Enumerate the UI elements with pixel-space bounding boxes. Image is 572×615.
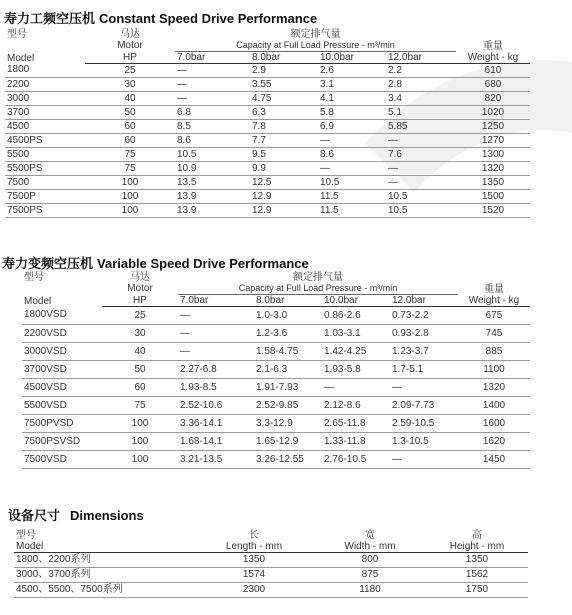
variable-cell: 1.42-4.25 <box>322 343 390 361</box>
variable-cell: 1600 <box>458 415 530 433</box>
variable-cell: 1450 <box>458 451 530 469</box>
constant-motor-header-cn: 马达 <box>120 29 140 40</box>
dimensions-cell: 4500、5500、7500系列 <box>14 583 194 598</box>
constant-pressure-12: 12.0bar <box>386 52 456 64</box>
constant-cell: 4.75 <box>250 92 318 106</box>
constant-cell: 75 <box>85 148 175 162</box>
constant-cell: — <box>175 92 250 106</box>
constant-cell: 3700 <box>5 106 85 120</box>
constant-cell: 10.5 <box>175 148 250 162</box>
constant-cell: 1520 <box>456 204 530 218</box>
variable-cell: 1.2-3.6 <box>254 325 322 343</box>
constant-pressure-8: 8.0bar <box>250 52 318 64</box>
constant-model-header-cn: 型号 <box>7 29 27 40</box>
variable-cell: 0.86-2.6 <box>322 307 390 325</box>
variable-cell: 4500VSD <box>22 379 102 397</box>
constant-cell: 5500PS <box>5 162 85 176</box>
constant-cell: 12.9 <box>250 190 318 204</box>
constant-model-header-en: Model <box>7 52 35 64</box>
constant-cell: 8.5 <box>175 120 250 134</box>
variable-weight-header-en: Weight - kg <box>458 295 530 307</box>
variable-cell: 3.21-13.5 <box>178 451 254 469</box>
variable-table-row <box>22 451 530 469</box>
variable-cell: 2.76-10.5 <box>322 451 390 469</box>
constant-capacity-header-en: Capacity at Full Load Pressure - m³/min <box>175 40 456 52</box>
constant-motor-unit: HP <box>85 52 175 64</box>
constant-cell: 30 <box>85 78 175 92</box>
variable-cell: 100 <box>102 433 178 451</box>
variable-motor-unit: HP <box>102 295 178 307</box>
dimensions-height-header-en: Height - mm <box>426 541 528 553</box>
variable-cell: 1.93-8.5 <box>178 379 254 397</box>
constant-cell: 40 <box>85 92 175 106</box>
variable-table-row <box>22 433 530 451</box>
constant-pressure-7: 7.0bar <box>175 52 250 64</box>
variable-capacity-header-cn: 额定排气量 <box>293 272 343 283</box>
constant-cell: 75 <box>85 162 175 176</box>
constant-pressure-10: 10.0bar <box>318 52 386 64</box>
variable-speed-section <box>0 253 572 469</box>
variable-motor-header-cn: 马达 <box>130 272 150 283</box>
constant-cell: — <box>175 78 250 92</box>
variable-table-row <box>22 361 530 379</box>
variable-cell: 40 <box>102 343 178 361</box>
constant-cell: 3.1 <box>318 78 386 92</box>
variable-cell: 100 <box>102 451 178 469</box>
constant-cell: 5500 <box>5 148 85 162</box>
constant-table-row <box>5 148 530 162</box>
variable-cell: 50 <box>102 361 178 379</box>
dimensions-table-row <box>14 553 528 568</box>
constant-cell: 8.6 <box>175 134 250 148</box>
constant-cell: — <box>318 134 386 148</box>
variable-table-body <box>22 307 530 469</box>
dimensions-width-header-cn: 宽 <box>365 530 375 541</box>
variable-cell: 7500VSD <box>22 451 102 469</box>
dimensions-title-cn: 设备尺寸 <box>8 509 61 524</box>
dimensions-cell: 2300 <box>194 583 314 598</box>
dimensions-cell: 1180 <box>314 583 426 598</box>
variable-cell: 5500VSD <box>22 397 102 415</box>
constant-cell: 820 <box>456 92 530 106</box>
variable-cell: 2200VSD <box>22 325 102 343</box>
constant-cell: 13.9 <box>175 204 250 218</box>
variable-weight-header-cn: 重量 <box>484 283 504 295</box>
constant-cell: 1020 <box>456 106 530 120</box>
constant-cell: 9.5 <box>250 148 318 162</box>
variable-cell: 1400 <box>458 397 530 415</box>
variable-cell: — <box>390 451 458 469</box>
constant-cell: 9.9 <box>250 162 318 176</box>
variable-cell: 2.12-8.6 <box>322 397 390 415</box>
constant-cell: 12.9 <box>250 204 318 218</box>
constant-cell: 6.9 <box>318 120 386 134</box>
variable-cell: 3000VSD <box>22 343 102 361</box>
dimensions-model-header-cn: 型号 <box>16 530 36 541</box>
constant-cell: 7500 <box>5 176 85 190</box>
variable-cell: 1.33-11.8 <box>322 433 390 451</box>
constant-table-row <box>5 134 530 148</box>
constant-cell: 680 <box>456 78 530 92</box>
variable-cell: 1620 <box>458 433 530 451</box>
variable-cell: 1100 <box>458 361 530 379</box>
dimensions-length-header-en: Length - mm <box>194 541 314 553</box>
dimensions-cell: 1574 <box>194 568 314 583</box>
constant-cell: — <box>386 134 456 148</box>
constant-table-row <box>5 64 530 78</box>
dimensions-cell: 800 <box>314 553 426 568</box>
dimensions-cell: 1350 <box>194 553 314 568</box>
variable-speed-title <box>0 253 572 272</box>
dimensions-title-en: Dimensions <box>70 508 144 523</box>
variable-cell: 1800VSD <box>22 307 102 325</box>
variable-model-header-cn: 型号 <box>24 272 44 283</box>
constant-cell: 3.55 <box>250 78 318 92</box>
constant-capacity-header-cn: 额定排气量 <box>290 29 341 40</box>
variable-cell: 75 <box>102 397 178 415</box>
constant-cell: 7.7 <box>250 134 318 148</box>
variable-table-row <box>22 397 530 415</box>
variable-model-header-en: Model <box>24 295 52 307</box>
constant-cell: 5.1 <box>386 106 456 120</box>
constant-table-row <box>5 120 530 134</box>
constant-title-cn: 寿力工频空压机 <box>4 12 96 27</box>
variable-cell: 2.52-9.85 <box>254 397 322 415</box>
dimensions-table-body <box>14 553 528 598</box>
constant-cell: 2.8 <box>386 78 456 92</box>
constant-cell: 100 <box>85 190 175 204</box>
dimensions-cell: 1800、2200系列 <box>14 553 194 568</box>
variable-cell: — <box>390 379 458 397</box>
variable-motor-header-en: Motor <box>127 283 153 295</box>
constant-cell: 60 <box>85 120 175 134</box>
constant-cell: 10.5 <box>318 176 386 190</box>
constant-cell: 100 <box>85 204 175 218</box>
variable-cell: 1.58-4.75 <box>254 343 322 361</box>
constant-cell: — <box>175 64 250 78</box>
constant-cell: 7500PS <box>5 204 85 218</box>
constant-cell: 6.3 <box>250 106 318 120</box>
variable-cell: 30 <box>102 325 178 343</box>
variable-cell: — <box>178 307 254 325</box>
variable-cell: 1.3-10.5 <box>390 433 458 451</box>
constant-speed-table <box>5 29 530 218</box>
variable-pressure-8: 8.0bar <box>254 295 322 307</box>
dimensions-cell: 1750 <box>426 583 528 598</box>
variable-cell: 1.0-3.0 <box>254 307 322 325</box>
constant-cell: 13.5 <box>175 176 250 190</box>
constant-weight-header-en: Weight - kg <box>456 52 530 64</box>
dimensions-cell: 875 <box>314 568 426 583</box>
constant-cell: — <box>386 176 456 190</box>
constant-cell: 3.4 <box>386 92 456 106</box>
constant-cell: 1320 <box>456 162 530 176</box>
constant-cell: 11.5 <box>318 190 386 204</box>
variable-speed-table <box>22 272 530 469</box>
variable-cell: 675 <box>458 307 530 325</box>
constant-cell: 12.5 <box>250 176 318 190</box>
variable-cell: 0.93-2.8 <box>390 325 458 343</box>
variable-cell: 2.1-6.3 <box>254 361 322 379</box>
variable-cell: 2.59-10.5 <box>390 415 458 433</box>
variable-title-en: Variable Speed Drive Performance <box>97 256 309 271</box>
dimensions-cell: 1562 <box>426 568 528 583</box>
constant-cell: — <box>318 162 386 176</box>
constant-motor-header-en: Motor <box>117 40 143 52</box>
variable-cell: 2.27-6.8 <box>178 361 254 379</box>
constant-cell: 5.85 <box>386 120 456 134</box>
constant-cell: 4.1 <box>318 92 386 106</box>
dimensions-length-header-cn: 长 <box>249 530 259 541</box>
constant-cell: 50 <box>85 106 175 120</box>
constant-table-row <box>5 204 530 218</box>
variable-cell: 2.09-7.73 <box>390 397 458 415</box>
variable-cell: 7500PVSD <box>22 415 102 433</box>
variable-capacity-header-en: Capacity at Full Load Pressure - m³/min <box>178 283 458 295</box>
constant-cell: 1300 <box>456 148 530 162</box>
constant-cell: 13.9 <box>175 190 250 204</box>
constant-cell: 3000 <box>5 92 85 106</box>
constant-table-body <box>5 64 530 218</box>
variable-cell: 745 <box>458 325 530 343</box>
constant-weight-header-cn: 重量 <box>483 40 503 52</box>
variable-cell: 1.93-5.8 <box>322 361 390 379</box>
constant-cell: 8.6 <box>318 148 386 162</box>
constant-table-row <box>5 190 530 204</box>
constant-cell: 10.5 <box>386 190 456 204</box>
variable-cell: — <box>178 343 254 361</box>
variable-cell: 1.68-14.1 <box>178 433 254 451</box>
variable-table-row <box>22 343 530 361</box>
constant-cell: 10.5 <box>386 204 456 218</box>
variable-cell: 3.26-12.55 <box>254 451 322 469</box>
constant-cell: 4500PS <box>5 134 85 148</box>
constant-cell: 7.6 <box>386 148 456 162</box>
variable-title-cn: 寿力变频空压机 <box>2 257 94 272</box>
constant-cell: 10.9 <box>175 162 250 176</box>
constant-cell: 6.8 <box>175 106 250 120</box>
variable-pressure-7: 7.0bar <box>178 295 254 307</box>
constant-cell: 2200 <box>5 78 85 92</box>
constant-cell: 2.9 <box>250 64 318 78</box>
variable-cell: 3700VSD <box>22 361 102 379</box>
constant-title-en: Constant Speed Drive Performance <box>99 11 318 26</box>
constant-table-row <box>5 176 530 190</box>
variable-pressure-10: 10.0bar <box>322 295 390 307</box>
dimensions-cell: 3000、3700系列 <box>14 568 194 583</box>
variable-cell: 1.23-3.7 <box>390 343 458 361</box>
constant-cell: 25 <box>85 64 175 78</box>
constant-cell: 2.6 <box>318 64 386 78</box>
dimensions-model-header-en: Model <box>14 541 194 553</box>
variable-cell: 885 <box>458 343 530 361</box>
constant-cell: 4500 <box>5 120 85 134</box>
constant-cell: 100 <box>85 176 175 190</box>
constant-speed-section <box>0 8 572 218</box>
variable-cell: 1.91-7.93 <box>254 379 322 397</box>
variable-table-row <box>22 379 530 397</box>
constant-cell: 2.2 <box>386 64 456 78</box>
variable-cell: 0.73-2.2 <box>390 307 458 325</box>
variable-cell: 7500PSVSD <box>22 433 102 451</box>
constant-cell: 7500P <box>5 190 85 204</box>
variable-cell: 3.3-12.9 <box>254 415 322 433</box>
variable-cell: 1.03-3.1 <box>322 325 390 343</box>
variable-cell: 60 <box>102 379 178 397</box>
constant-cell: 1500 <box>456 190 530 204</box>
variable-cell: — <box>322 379 390 397</box>
constant-cell: 11.5 <box>318 204 386 218</box>
dimensions-table-row <box>14 583 528 598</box>
dimensions-table <box>14 530 528 598</box>
constant-table-row <box>5 162 530 176</box>
variable-cell: 1.65-12.9 <box>254 433 322 451</box>
variable-cell: 2.52-10.6 <box>178 397 254 415</box>
variable-cell: 3.36-14.1 <box>178 415 254 433</box>
constant-cell: 1250 <box>456 120 530 134</box>
dimensions-width-header-en: Width - mm <box>314 541 426 553</box>
dimensions-section <box>0 505 572 598</box>
variable-cell: — <box>178 325 254 343</box>
dimensions-table-row <box>14 568 528 583</box>
dimensions-height-header-cn: 高 <box>472 530 482 541</box>
variable-pressure-12: 12.0bar <box>390 295 458 307</box>
variable-table-row <box>22 325 530 343</box>
constant-cell: — <box>386 162 456 176</box>
dimensions-title <box>0 505 572 524</box>
dimensions-cell: 1350 <box>426 553 528 568</box>
constant-cell: 610 <box>456 64 530 78</box>
constant-cell: 1800 <box>5 64 85 78</box>
variable-cell: 25 <box>102 307 178 325</box>
constant-table-row <box>5 78 530 92</box>
constant-cell: 1350 <box>456 176 530 190</box>
variable-cell: 2.65-11.8 <box>322 415 390 433</box>
constant-table-row <box>5 92 530 106</box>
variable-table-row <box>22 415 530 433</box>
constant-cell: 60 <box>85 134 175 148</box>
variable-cell: 1.7-5.1 <box>390 361 458 379</box>
constant-cell: 1270 <box>456 134 530 148</box>
variable-table-row <box>22 307 530 325</box>
variable-cell: 100 <box>102 415 178 433</box>
constant-table-row <box>5 106 530 120</box>
variable-cell: 1320 <box>458 379 530 397</box>
constant-speed-title <box>0 8 572 27</box>
constant-cell: 7.8 <box>250 120 318 134</box>
constant-cell: 5.8 <box>318 106 386 120</box>
